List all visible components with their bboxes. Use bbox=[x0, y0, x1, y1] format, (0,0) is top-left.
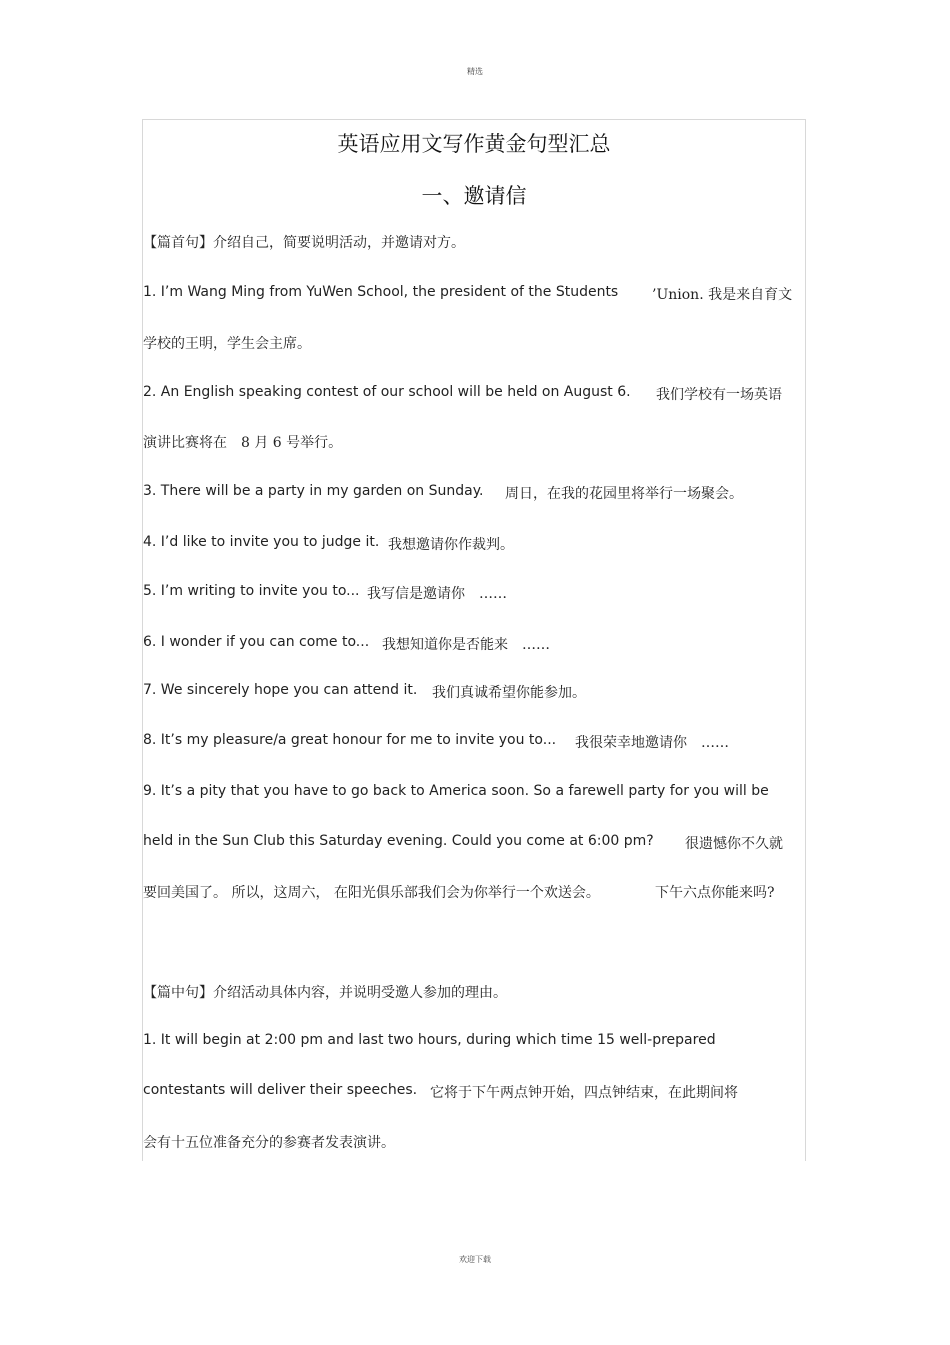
sentence-2-tail: 我们学校有一场英语 bbox=[656, 387, 782, 403]
footer-watermark: 欢迎下载 bbox=[459, 1255, 491, 1264]
document-title: 英语应用文写作黄金句型汇总 bbox=[337, 132, 611, 156]
sentence-3-cn: 周日，在我的花园里将举行一场聚会。 bbox=[505, 486, 743, 502]
sentence-7-en: 7. We sincerely hope you can attend it. bbox=[143, 682, 418, 698]
sentence-2-en: 2. An English speaking contest of our school will be held on August 6. bbox=[143, 384, 631, 400]
middle-label: 【篇中句】介绍活动具体内容，并说明受邀人参加的理由。 bbox=[143, 985, 507, 1001]
middle-1-tail: 它将于下午两点钟开始，四点钟结束，在此期间将 bbox=[430, 1085, 738, 1101]
sentence-8-en: 8. It’s my pleasure/a great honour for me to invite you to... bbox=[143, 732, 557, 748]
sentence-1-cn: 学校的王明，学生会主席。 bbox=[143, 336, 311, 352]
sentence-5-cn: 我写信是邀请你 …… bbox=[367, 586, 507, 602]
sentence-9-en-line-1: 9. It’s a pity that you have to go back to America soon. So a farewell party for you will be bbox=[143, 783, 769, 799]
sentence-1-en: 1. I’m Wang Ming from YuWen School, the president of the Students bbox=[143, 284, 619, 300]
sentence-7-cn: 我们真诚希望你能参加。 bbox=[432, 685, 586, 701]
sentence-3-en: 3. There will be a party in my garden on Sunday. bbox=[143, 483, 484, 499]
sentence-9-en-line-2: held in the Sun Club this Saturday evening. Could you come at 6:00 pm? bbox=[143, 833, 654, 849]
section-title: 一、邀请信 bbox=[421, 184, 527, 208]
middle-1-en-line-2: contestants will deliver their speeches. bbox=[143, 1082, 418, 1098]
sentence-9-cn: 要回美国了。 所以，这周六， 在阳光俱乐部我们会为你举行一个欢送会。 bbox=[143, 885, 600, 901]
middle-1-cn: 会有十五位准备充分的参赛者发表演讲。 bbox=[143, 1135, 395, 1151]
sentence-1-tail: ’Union. 我是来自育文 bbox=[652, 287, 793, 303]
sentence-4-en: 4. I’d like to invite you to judge it. bbox=[143, 534, 380, 550]
sentence-9-tail: 很遗憾你不久就 bbox=[685, 836, 783, 852]
header-watermark: 精选 bbox=[467, 67, 483, 76]
sentence-4-cn: 我想邀请你作裁判。 bbox=[388, 537, 514, 553]
sentence-8-cn: 我很荣幸地邀请你 …… bbox=[575, 735, 729, 751]
sentence-5-en: 5. I’m writing to invite you to... bbox=[143, 583, 360, 599]
middle-1-en-line-1: 1. It will begin at 2:00 pm and last two hours, during which time 15 well-prepared bbox=[143, 1032, 716, 1048]
sentence-6-cn: 我想知道你是否能来 …… bbox=[382, 637, 550, 653]
opening-label: 【篇首句】介绍自己，简要说明活动，并邀请对方。 bbox=[143, 235, 465, 251]
sentence-6-en: 6. I wonder if you can come to... bbox=[143, 634, 370, 650]
sentence-2-cn: 演讲比赛将在 8 月 6 号举行。 bbox=[143, 435, 343, 451]
sentence-9-cn-end: 下午六点你能来吗? bbox=[655, 885, 775, 901]
